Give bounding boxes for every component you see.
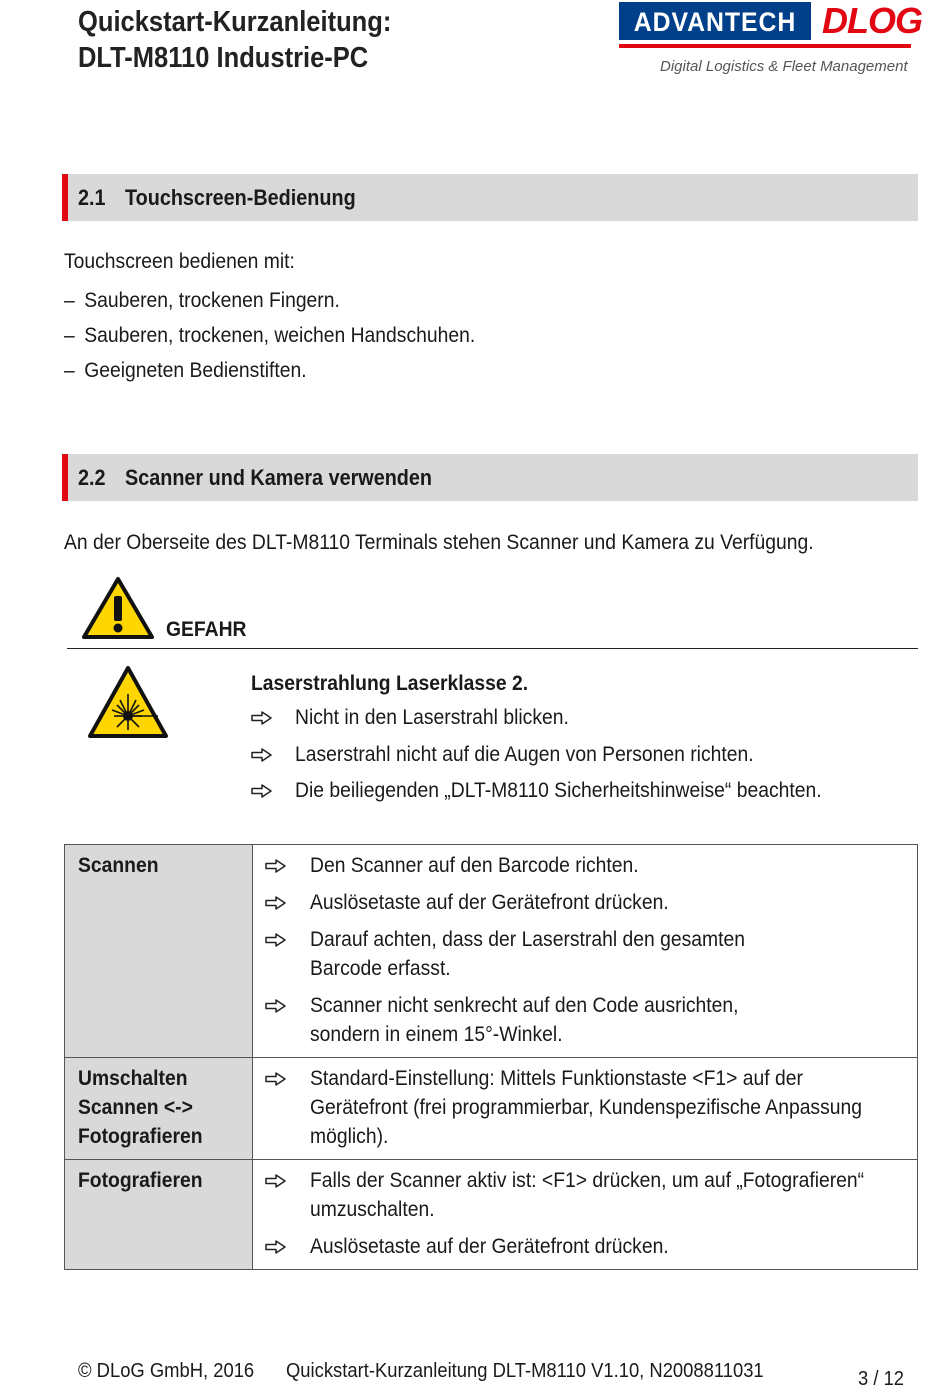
list-item: – Sauberen, trockenen Fingern. [64,289,340,312]
arrow-right-icon [265,896,287,910]
arrow-right-icon [251,784,273,798]
list-item: Darauf achten, dass der Laserstrahl den gesamten Barcode erfasst. [265,925,917,983]
section-number: 2.2 [78,465,106,490]
logo-tagline: Digital Logistics & Fleet Management [660,58,908,75]
list-item: – Sauberen, trockenen, weichen Handschuhen. [64,324,476,347]
section-heading-2-1 [62,174,918,221]
section-heading-2-2 [62,454,918,501]
laser-warning-icon [86,664,170,740]
advantech-logo: ADVANTECH [633,7,797,37]
list-item: – Geeigneten Bedienstiften. [64,359,307,382]
warning-label: GEFAHR [166,618,247,641]
list-item: Den Scanner auf den Barcode richten. [265,851,917,880]
dlog-logo: DLOG [822,0,922,41]
row-content [253,845,918,1058]
row-label: Fotografieren [65,1160,253,1270]
arrow-right-icon [265,1174,287,1188]
section-2-intro: An der Oberseite des DLT-M8110 Terminals stehen Scanner und Kamera zu Verfügung. [64,531,814,554]
arrow-right-icon [251,711,273,725]
arrow-right-icon [265,999,287,1013]
instruction-table [64,844,918,1270]
section-title: Scanner und Kamera verwenden [125,465,433,490]
arrow-right-icon [265,859,287,873]
row-label: Scannen [65,845,253,1058]
section-marker [62,174,68,221]
section-number: 2.1 [78,185,106,210]
warning-item: Die beiliegenden „DLT-M8110 Sicherheitshinweise“ beachten. [295,779,822,802]
arrow-right-icon [251,748,273,762]
warning-heading: Laserstrahlung Laserklasse 2. [251,672,529,695]
list-item: Falls der Scanner aktiv ist: <F1> drücken, um auf „Fotografieren“ umzuschalten. [265,1166,917,1224]
section-marker [62,454,68,501]
table-row [65,1058,918,1160]
row-label: Umschalten Scannen <-> Fotografieren [65,1058,253,1160]
warning-item: Laserstrahl nicht auf die Augen von Personen richten. [295,743,754,766]
list-item: Standard-Einstellung: Mittels Funktionstaste <F1> auf der Gerätefront (frei programmierbar, Kundenspezifische Anpassung möglich). [265,1064,917,1151]
document-title [78,4,391,76]
arrow-right-icon [265,1072,287,1086]
footer-document-reference: Quickstart-Kurzanleitung DLT-M8110 V1.10, N2008811031 [286,1360,764,1382]
list-item: Scanner nicht senkrecht auf den Code ausrichten, sondern in einem 15°-Winkel. [265,991,917,1049]
arrow-right-icon [265,1240,287,1254]
row-content [253,1160,918,1270]
list-item: Auslösetaste auf der Gerätefront drücken. [265,888,917,917]
table-row [65,1160,918,1270]
row-content [253,1058,918,1160]
arrow-right-icon [265,933,287,947]
section-1-intro: Touchscreen bedienen mit: [64,250,295,273]
warning-divider [67,648,918,649]
document-title-line2: DLT-M8110 Industrie-PC [78,42,369,74]
warning-triangle-icon [82,576,154,640]
table-row [65,845,918,1058]
logo-divider [619,44,911,48]
list-item: Auslösetaste auf der Gerätefront drücken. [265,1232,917,1261]
warning-item: Nicht in den Laserstrahl blicken. [295,706,569,729]
section-title: Touchscreen-Bedienung [125,185,356,210]
footer-copyright: © DLoG GmbH, 2016 [78,1360,255,1382]
page-number: 3 / 12 [858,1368,905,1390]
document-title-line1: Quickstart-Kurzanleitung: [78,6,392,38]
